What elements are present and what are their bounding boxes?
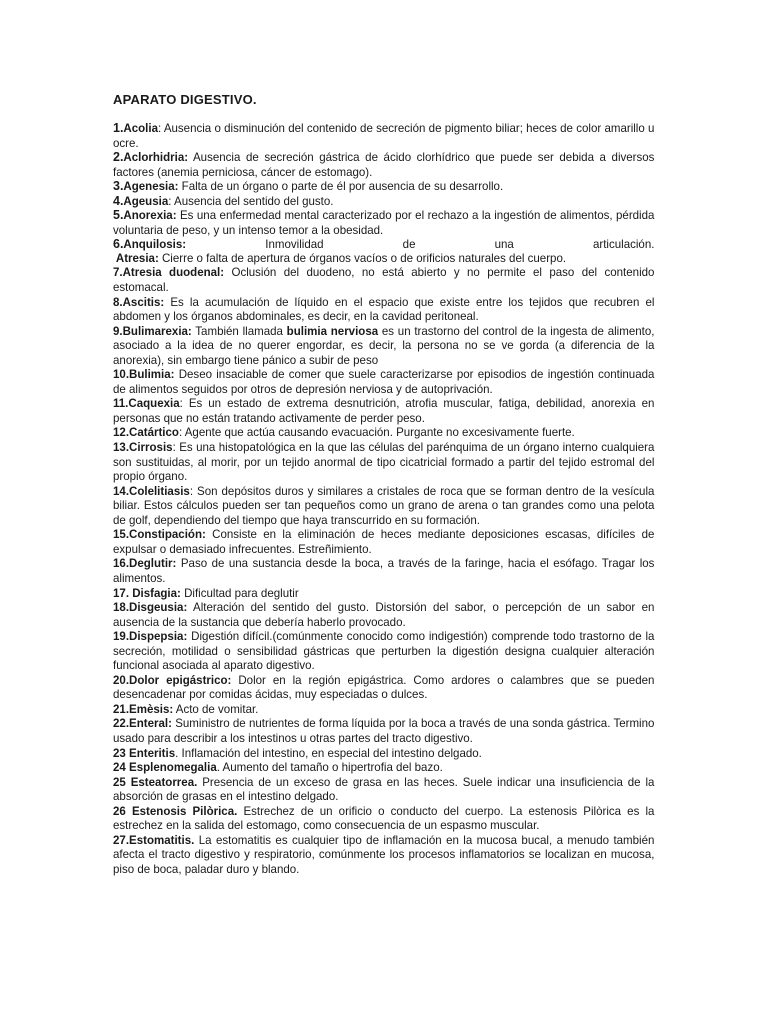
entry-definition: La estomatitis es cualquier tipo de inflamación en la mucosa bucal, a menudo también afecta el tracto digestivo y respiratorio, comúnmente los procesos inflamatorios se localizan en mucosa, piso de boca, paladar duro y blando. xyxy=(113,832,655,876)
entry-number: 10. xyxy=(113,367,130,382)
entry-definition: Es un estado de extrema desnutrición, atrofia muscular, fatiga, debilidad, anorexia en personas que no están tratando activamente de perder peso. xyxy=(113,396,655,425)
entry-separator: . xyxy=(175,745,179,760)
glossary-entry xyxy=(113,484,654,528)
glossary-entry xyxy=(113,556,654,585)
entry-definition: Acto de vomitar. xyxy=(173,701,259,716)
entry-term: Ageusia xyxy=(123,193,169,208)
entry-number: 19. xyxy=(113,629,130,644)
entry-term: Agenesia: xyxy=(123,179,179,194)
entry-term: Dispepsia: xyxy=(129,629,188,644)
entry-term: Disgeusia: xyxy=(129,600,188,615)
entry-separator: : xyxy=(172,440,176,455)
entry-definition: Deseo insaciable de comer que suele caracterizarse por episodios de ingestión continuada de alimentos seguidos por otros de depresión nerviosa y de autoprivación. xyxy=(113,367,655,396)
entry-term: Caquexia xyxy=(128,396,180,411)
entry-number: 12. xyxy=(113,425,130,440)
entry-number: 7. xyxy=(113,265,123,280)
entry-number: 17. xyxy=(113,585,133,600)
entry-term: Estomatitis. xyxy=(129,832,195,847)
entry-term: Emèsis: xyxy=(129,701,174,716)
glossary-entry xyxy=(113,324,654,368)
entry-number: 23 xyxy=(113,745,130,760)
entry-number: 20. xyxy=(113,672,130,687)
glossary-entry xyxy=(113,194,654,209)
entry-number: 22. xyxy=(113,716,130,731)
entry-emphasis: bulimia nerviosa xyxy=(286,323,379,338)
entry-number: 11. xyxy=(113,396,129,411)
glossary-entry xyxy=(113,237,654,252)
entry-definition: Es una enfermedad mental caracterizado por el rechazo a la ingestión de alimentos, pérdida voluntaria de peso, y un intenso temor a la obesidad. xyxy=(113,208,655,237)
glossary-entry xyxy=(113,251,657,266)
entry-number: 27. xyxy=(113,832,130,847)
entry-number: 18. xyxy=(113,600,130,615)
entry-separator: . xyxy=(216,760,220,775)
entry-definition: Ausencia o disminución del contenido de secreción de pigmento biliar; heces de color amarillo u ocre. xyxy=(113,121,655,150)
entry-definition: Ausencia de secreción gástrica de ácido clorhídrico que puede ser debida a diversos factores (anemia perniciosa, cáncer de estomago). xyxy=(113,150,655,179)
glossary-entry xyxy=(113,746,654,761)
glossary-entry xyxy=(113,265,654,294)
entry-definition: Digestión difícil.(comúnmente conocido como indigestión) comprende todo trastorno de la secreción, motilidad o sensibilidad gástricas que perturben la digestión designa cualquier alteración funcional asociada al aparato digestivo. xyxy=(113,629,655,673)
glossary-entry xyxy=(113,396,654,425)
entry-number: 24 xyxy=(113,760,130,775)
glossary-entry xyxy=(113,629,654,673)
entry-separator: : xyxy=(157,121,162,135)
entry-definition: Dificultad para deglutir xyxy=(180,585,299,600)
entry-definition: Es una histopatológica en la que las células del parénquima de un órgano interno cualquiera son sustituidas, al morir, por un tejido anormal de tipo cicatricial formado a partir del tejido estromal del propio órgano. xyxy=(113,440,655,484)
entry-definition: Estrechez de un orificio o conducto del cuerpo. La estenosis Pilòrica es la estrechez en la salida del estomago, como consecuencia de un espasmo muscular. xyxy=(113,803,655,833)
entry-term: Catártico xyxy=(129,425,179,440)
glossary-entry xyxy=(113,208,654,237)
entry-definition: Suministro de nutrientes de forma líquida por la boca a través de una sonda gástrica. Termino usado para describir a los intestinos u otras partes del tracto digestivo. xyxy=(113,716,655,745)
entry-number: 15. xyxy=(113,527,130,542)
glossary-entry xyxy=(113,121,654,150)
entry-separator: : xyxy=(168,193,172,208)
entry-number: 25 xyxy=(113,774,131,789)
glossary-entry xyxy=(113,179,654,194)
entry-term: Bulimia: xyxy=(129,367,175,382)
entry-definition: Agente que actúa causando evacuación. Purgante no excesivamente fuerte. xyxy=(182,425,575,440)
entry-definition: Dolor en la región epigástrica. Como ardores o calambres que se pueden desencadenar por comidas ácidas, muy especiadas o dulces. xyxy=(113,672,655,702)
entry-definition: Oclusión del duodeno, no está abierto y no permite el paso del contenido estomacal. xyxy=(113,265,655,295)
entry-term: Atresia duodenal: xyxy=(122,265,225,280)
glossary-entry xyxy=(113,833,654,877)
entry-definition-continued: es un trastorno del control de la ingesta de alimento, asociado a la idea de no querer engordar, es decir, la persona no se ve gorda (a diferencia de la anorexia), sin embargo tiene pánico a subir de peso xyxy=(113,323,655,367)
document-title: APARATO DIGESTIVO. xyxy=(113,92,257,107)
glossary-entry xyxy=(113,775,654,804)
entry-term: Dolor epigástrico: xyxy=(129,672,232,687)
entry-number: 21. xyxy=(113,701,130,716)
glossary-entry xyxy=(113,425,654,440)
entry-definition: Aumento del tamaño o hipertrofia del bazo. xyxy=(219,760,443,775)
entry-definition: Inflamación del intestino, en especial del intestino delgado. xyxy=(178,745,482,760)
glossary-entry xyxy=(113,702,654,717)
entry-term: Anorexia: xyxy=(123,208,177,223)
entry-definition: También llamada xyxy=(191,323,287,338)
glossary-entry xyxy=(113,760,654,775)
entry-number: 9. xyxy=(113,323,123,338)
entry-term: Estenosis Pilòrica. xyxy=(131,803,238,818)
entry-number: 4. xyxy=(113,192,124,208)
entry-term: Disfagia: xyxy=(132,585,181,600)
glossary-entry xyxy=(113,673,654,702)
entry-term: Deglutir: xyxy=(129,556,177,571)
entry-number: 1. xyxy=(113,120,124,135)
entry-number: 16. xyxy=(113,556,130,571)
glossary-entry xyxy=(113,440,654,484)
entry-definition: Falta de un órgano o parte de él por ausencia de su desarrollo. xyxy=(178,179,504,194)
entry-separator: : xyxy=(179,396,183,411)
entry-term: Ascitis: xyxy=(122,294,165,309)
entry-number: 5. xyxy=(113,207,124,223)
entry-definition: Paso de una sustancia desde la boca, a través de la faringe, hacia el esófago. Tragar los alimentos. xyxy=(113,556,655,585)
entry-number: 8. xyxy=(113,294,123,309)
glossary-entry xyxy=(113,716,654,745)
entry-term: Aclorhidria: xyxy=(123,150,189,165)
entry-definition: Cierre o falta de apertura de órganos vacíos o de orificios naturales del cuerpo. xyxy=(158,250,567,265)
entry-term: Atresia: xyxy=(115,250,159,265)
entry-number: 2. xyxy=(113,149,124,165)
entry-separator: : xyxy=(189,483,194,498)
entry-term: Constipación: xyxy=(129,527,206,542)
glossary-entry xyxy=(113,586,654,601)
entry-definition: Inmovilidad de una articulación. xyxy=(186,237,655,252)
glossary-entry xyxy=(113,804,654,833)
entry-definition: Presencia de un exceso de grasa en las heces. Suele indicar una insuficiencia de la absorción de grasas en el intestino delgado. xyxy=(113,774,655,804)
entry-term: Enteritis xyxy=(129,745,176,760)
glossary-entry xyxy=(113,527,654,556)
entry-number: 14. xyxy=(113,483,130,498)
entry-term: Acolia xyxy=(123,121,158,135)
glossary-entry xyxy=(113,150,654,179)
glossary-entry xyxy=(113,295,654,324)
entry-definition: Consiste en la eliminación de heces mediante deposiciones escasas, difíciles de expulsar o demasiado infrecuentes. Estreñimiento. xyxy=(113,527,655,556)
glossary-entry xyxy=(113,367,654,396)
entry-definition: Es la acumulación de líquido en el espacio que existe entre los tejidos que recubren el abdomen y los órganos abdominales, es decir, en la cavidad peritoneal. xyxy=(113,294,655,324)
entry-term: Cirrosis xyxy=(129,440,173,455)
entry-term: Esplenomegalia xyxy=(129,760,217,775)
entry-term: Colelitiasis xyxy=(129,483,190,498)
entry-definition: Ausencia del sentido del gusto. xyxy=(171,193,334,208)
entry-separator: : xyxy=(178,425,183,440)
entry-term: Anquilosis: xyxy=(123,237,187,252)
entry-number: 3. xyxy=(113,178,124,194)
entry-number: 13. xyxy=(113,440,130,455)
entry-definition: Alteración del sentido del gusto. Distorsión del sabor, o percepción de un sabor en ausencia de la sustancia que debería haberlo provocado. xyxy=(113,600,655,629)
entry-number: 26 xyxy=(113,803,132,818)
entry-term: Bulimarexia: xyxy=(122,323,192,338)
entry-definition: Son depósitos duros y similares a cristales de roca que se forman dentro de la vesícula biliar. Estos cálculos pueden ser tan pequeños como un grano de arena o tan grandes como una pelota de golf, dependiendo del tiempo que haya transcurrido en su formación. xyxy=(113,483,655,527)
entry-term: Enteral: xyxy=(129,716,172,731)
glossary-entry xyxy=(113,600,654,629)
entry-number: 6. xyxy=(113,236,124,252)
glossary-list xyxy=(113,121,655,876)
entry-term: Esteatorrea. xyxy=(130,774,198,789)
